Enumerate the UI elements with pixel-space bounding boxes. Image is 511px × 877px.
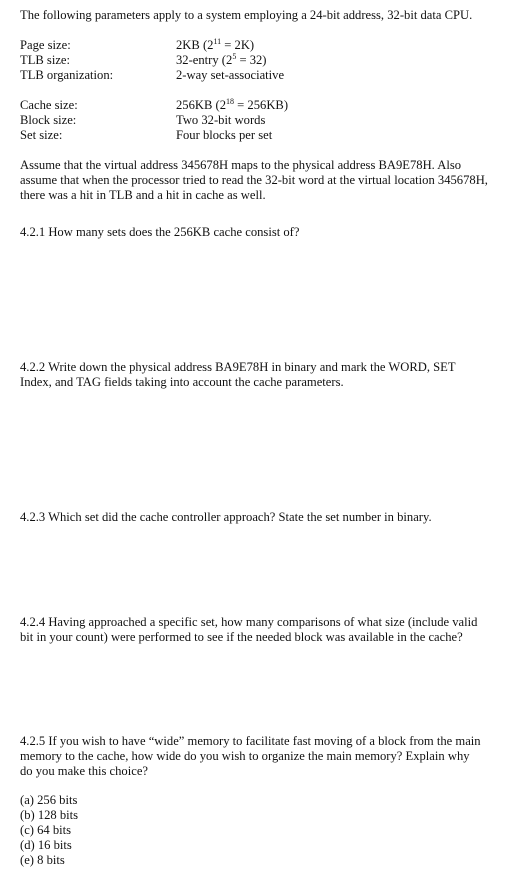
param-set-size [20, 128, 500, 143]
param-label: TLB organization: [20, 68, 114, 82]
question-4-2-2-line-2: Index, and TAG fields taking into account the cache parameters. [20, 375, 344, 389]
option-d: (d) 16 bits [20, 838, 72, 852]
param-value: Four blocks per set [176, 128, 273, 142]
question-4-2-5-line-1: 4.2.5 If you wish to have “wide” memory to facilitate fast moving of a block from the main [20, 734, 481, 748]
option-e: (e) 8 bits [20, 853, 65, 867]
assumption-line-3: there was a hit in TLB and a hit in cache as well. [20, 188, 266, 202]
param-page-size [20, 38, 500, 53]
param-value: 2KB $(2^{11} = 2K)$ [176, 37, 255, 52]
question-4-2-2-line-1: 4.2.2 Write down the physical address BA9E78H in binary and mark the WORD, SET [20, 360, 456, 374]
param-value: 256KB $(2^{18} = 256KB)$ [176, 97, 289, 112]
intro-text: The following parameters apply to a system employing a 24-bit address, 32-bit data CPU. [20, 8, 473, 22]
param-block-size [20, 113, 500, 128]
question-4-2-4-line-2: bit in your count) were performed to see if the needed block was available in the cache? [20, 630, 463, 644]
question-4-2-5-line-2: memory to the cache, how wide do you wish to organize the main memory? Explain why [20, 749, 470, 763]
question-4-2-3: 4.2.3 Which set did the cache controller approach? State the set number in binary. [20, 510, 432, 524]
param-label: Cache size: [20, 98, 78, 112]
param-cache-size [20, 98, 500, 113]
param-label: Page size: [20, 38, 71, 52]
param-tlb-organization [20, 68, 500, 83]
param-value: 2-way set-associative [176, 68, 285, 82]
question-4-2-4-line-1: 4.2.4 Having approached a specific set, how many comparisons of what size (include valid [20, 615, 478, 629]
param-tlb-size [20, 53, 500, 68]
question-4-2-1: 4.2.1 How many sets does the 256KB cache consist of? [20, 225, 300, 239]
assumption-line-2: assume that when the processor tried to read the 32-bit word at the virtual location 345678H, [20, 173, 488, 187]
param-label: Set size: [20, 128, 63, 142]
option-c: (c) 64 bits [20, 823, 72, 837]
option-b: (b) 128 bits [20, 808, 79, 822]
answer-options [20, 793, 78, 868]
option-a: (a) 256 bits [20, 793, 78, 807]
param-label: TLB size: [20, 53, 71, 67]
assumption-line-1: Assume that the virtual address 345678H maps to the physical address BA9E78H. Also [20, 158, 462, 172]
param-label: Block size: [20, 113, 77, 127]
param-value: Two 32-bit words [176, 113, 266, 127]
question-4-2-5-line-3: do you make this choice? [20, 764, 148, 778]
param-value: 32-entry $(2^5 = 32)$ [176, 52, 267, 67]
